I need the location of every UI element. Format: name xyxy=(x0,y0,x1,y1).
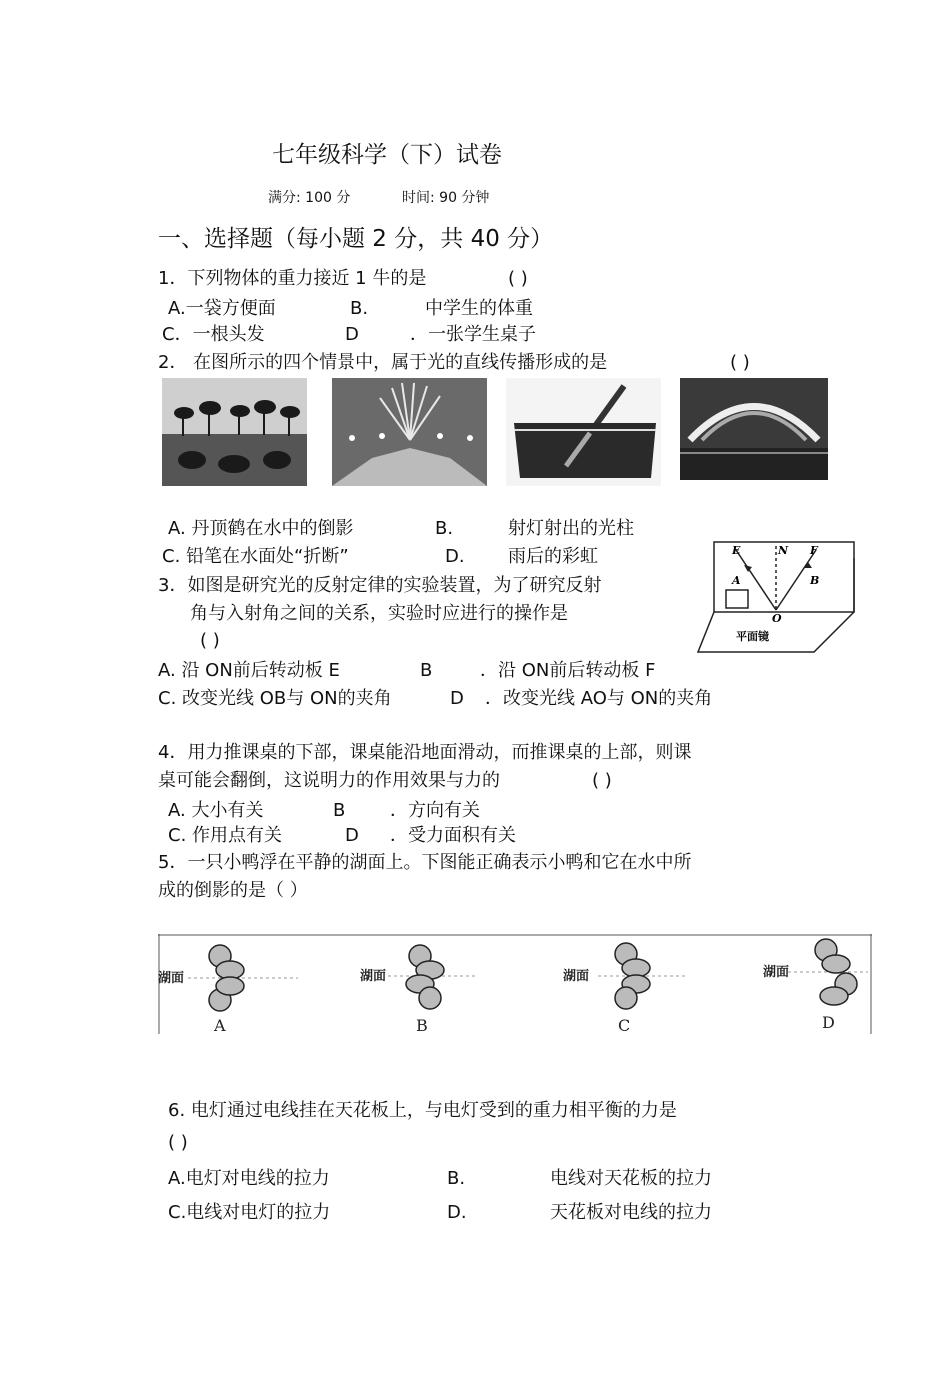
q6-option-d: 天花板对电线的拉力 xyxy=(550,1202,712,1223)
q3-stem-line2: 角与入射角之间的关系，实验时应进行的操作是 xyxy=(190,603,568,624)
q3-option-d-letter: D xyxy=(450,688,464,709)
option-label-c: C xyxy=(618,1016,631,1034)
q3-option-b: ．沿 ON前后转动板 F xyxy=(480,660,656,681)
photo-spotlight-beams xyxy=(332,378,487,486)
section-heading: 一、选择题（每小题 2 分，共 40 分） xyxy=(158,226,554,252)
q1-option-c: C．一根头发 xyxy=(162,324,265,345)
option-label-a: A xyxy=(214,1016,226,1034)
q4-option-c: C. 作用点有关 xyxy=(168,825,283,846)
q6-stem: 6. 电灯通过电线挂在天花板上，与电灯受到的重力相平衡的力是 xyxy=(168,1100,677,1121)
photo-cranes-reflection xyxy=(162,378,307,486)
q2-stem: 2． 在图所示的四个情景中，属于光的直线传播形成的是 xyxy=(158,352,608,373)
q2-option-a: A. 丹顶鹤在水中的倒影 xyxy=(168,518,354,539)
q1-stem: 1．下列物体的重力接近 1 牛的是 xyxy=(158,268,427,289)
q1-option-d-letter: D xyxy=(345,324,359,345)
q5-stem-line1: 5．一只小鸭浮在平静的湖面上。下图能正确表示小鸭和它在水中所 xyxy=(158,852,692,873)
label-b: B xyxy=(810,574,820,587)
q1-option-b-letter: B. xyxy=(350,298,369,319)
lake-label-d: 湖面 xyxy=(763,965,790,980)
q3-option-a: A. 沿 ON前后转动板 E xyxy=(158,660,340,681)
label-f: F xyxy=(810,544,818,557)
photo-rainbow xyxy=(680,378,828,480)
duck-reflection-figure xyxy=(158,934,872,1034)
label-e: E xyxy=(732,544,741,557)
q3-option-b-letter: B xyxy=(420,660,433,681)
q1-option-b: 中学生的体重 xyxy=(425,298,533,319)
q2-answer-paren: ( ) xyxy=(730,352,750,373)
q4-stem-line2: 桌可能会翻倒，这说明力的作用效果与力的 xyxy=(158,770,500,791)
q6-option-c: C.电线对电灯的拉力 xyxy=(168,1202,331,1223)
q2-option-b: 射灯射出的光柱 xyxy=(508,518,634,539)
label-o: O xyxy=(772,612,782,625)
page-title: 七年级科学（下）试卷 xyxy=(272,142,502,168)
q1-option-a: A.一袋方便面 xyxy=(168,298,276,319)
q1-option-d: ．一张学生桌子 xyxy=(410,324,536,345)
q3-option-c: C. 改变光线 OB与 ON的夹角 xyxy=(158,688,392,709)
q6-option-a: A.电灯对电线的拉力 xyxy=(168,1168,330,1189)
q2-option-d: 雨后的彩虹 xyxy=(508,546,598,567)
q3-answer-paren: ( ) xyxy=(200,630,220,651)
q3-option-d: ．改变光线 AO与 ON的夹角 xyxy=(485,688,713,709)
q4-option-d: ．受力面积有关 xyxy=(390,825,516,846)
reflection-apparatus-figure xyxy=(696,540,856,660)
option-label-b: B xyxy=(416,1016,428,1034)
exam-time: 时间: 90 分钟 xyxy=(402,190,490,206)
q5-stem-line2: 成的倒影的是（ ） xyxy=(158,880,308,901)
q2-option-c: C. 铅笔在水面处“折断” xyxy=(162,546,349,567)
q1-answer-paren: ( ) xyxy=(508,268,528,289)
q4-option-b: ．方向有关 xyxy=(390,800,480,821)
full-score: 满分: 100 分 xyxy=(268,190,351,206)
q6-option-b: 电线对天花板的拉力 xyxy=(550,1168,712,1189)
q2-option-d-letter: D. xyxy=(445,546,465,567)
photo-pencil-in-water xyxy=(506,378,661,486)
q6-answer-paren: ( ) xyxy=(168,1132,188,1153)
label-plane-mirror: 平面镜 xyxy=(736,630,769,643)
lake-label-a: 湖面 xyxy=(158,971,185,986)
q6-option-b-letter: B. xyxy=(447,1168,466,1189)
q6-option-d-letter: D. xyxy=(447,1202,467,1223)
label-a: A xyxy=(732,574,741,587)
label-n: N xyxy=(778,544,789,557)
q4-answer-paren: ( ) xyxy=(592,770,612,791)
q4-option-b-letter: B xyxy=(333,800,346,821)
option-label-d: D xyxy=(822,1013,835,1032)
q4-option-a: A. 大小有关 xyxy=(168,800,264,821)
q4-option-d-letter: D xyxy=(345,825,359,846)
q4-stem-line1: 4．用力推课桌的下部，课桌能沿地面滑动，而推课桌的上部，则课 xyxy=(158,742,692,763)
q2-option-b-letter: B. xyxy=(435,518,454,539)
lake-label-b: 湖面 xyxy=(360,969,387,984)
q3-stem-line1: 3．如图是研究光的反射定律的实验装置，为了研究反射 xyxy=(158,575,602,596)
lake-label-c: 湖面 xyxy=(563,969,590,984)
